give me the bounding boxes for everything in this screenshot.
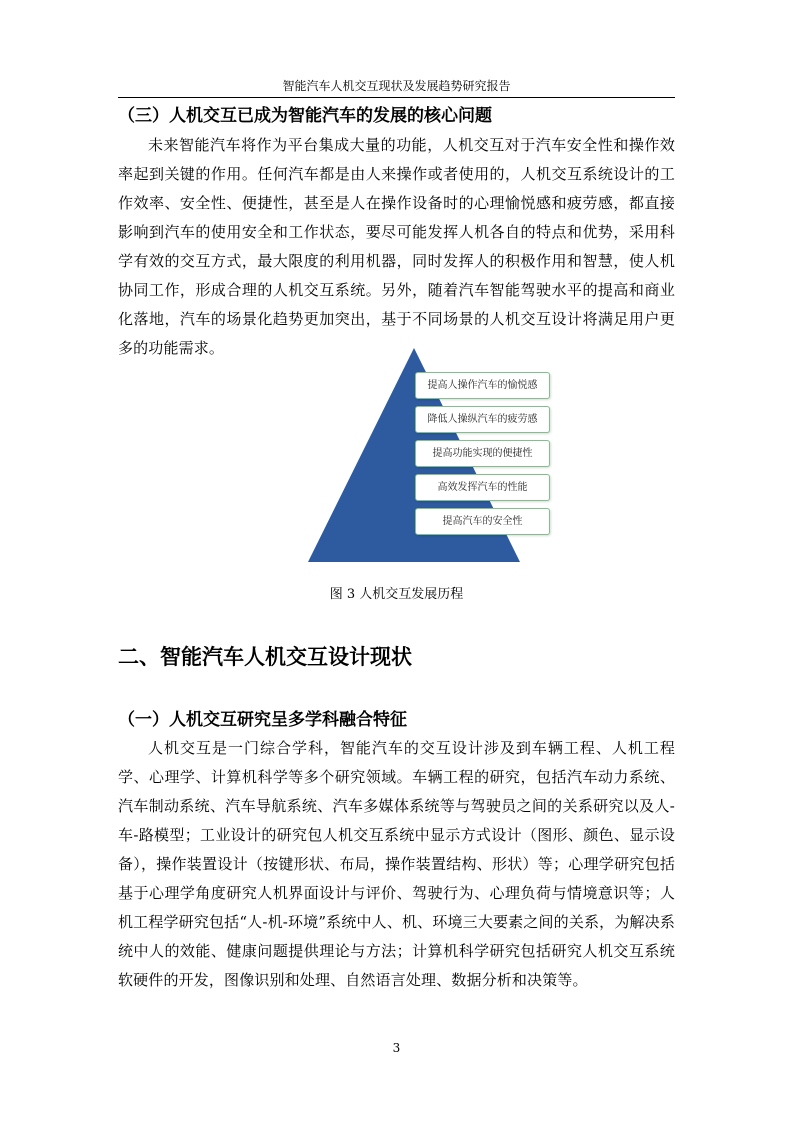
- chapter-2-heading: 二、智能汽车人机交互设计现状: [118, 645, 412, 669]
- pyramid-figure: [306, 346, 538, 564]
- pyramid-level-5: 提高汽车的安全性: [415, 508, 550, 535]
- section-3-paragraph: 未来智能汽车将作为平台集成大量的功能，人机交互对于汽车安全性和操作效率起到关键的作用。任何汽车都是由人来操作或者使用的，人机交互系统设计的工作效率、安全性、便捷性，甚至是人在操作设备时的心理愉悦感和疲劳感，都直接影响到汽车的使用安全和工作状态，要尽可能发挥人机各自的特点和优势，采用科学有效的交互方式，最大限度的利用机器，同时发挥人的积极作用和智慧，使人机协同工作，形成合理的人机交互系统。另外，随着汽车智能驾驶水平的提高和商业化落地，汽车的场景化趋势更加突出，基于不同场景的人机交互设计将满足用户更多的功能需求。: [118, 136, 675, 357]
- pyramid-level-4: 高效发挥汽车的性能: [415, 474, 550, 501]
- section-1-paragraph: 人机交互是一门综合学科，智能汽车的交互设计涉及到车辆工程、人机工程学、心理学、计算机科学等多个研究领域。车辆工程的研究，包括汽车动力系统、汽车制动系统、汽车导航系统、汽车多媒体系统等与驾驶员之间的关系研究以及人-车-路模型；工业设计的研究包人机交互系统中显示方式设计（图形、颜色、显示设备），操作装置设计（按键形状、布局，操作装置结构、形状）等；心理学研究包括基于心理学角度研究人机界面设计与评价、驾驶行为、心理负荷与情境意识等；人机工程学研究包括“人-机-环境”系统中人、机、环境三大要素之间的关系，为解决系统中人的效能、健康问题提供理论与方法；计算机科学研究包括研究人机交互系统软硬件的开发，图像识别和处理、自然语言处理、数据分析和决策等。: [118, 739, 675, 989]
- pyramid-level-1: 提高人操作汽车的愉悦感: [415, 372, 550, 399]
- pyramid-level-3: 提高功能实现的便捷性: [415, 440, 550, 467]
- page-number: 3: [392, 1041, 401, 1055]
- page-header: 智能汽车人机交互现状及发展趋势研究报告: [118, 78, 675, 98]
- section-1-heading: （一）人机交互研究呈多学科融合特征: [118, 710, 407, 730]
- figure-caption: 图 3 人机交互发展历程: [329, 587, 464, 602]
- section-3-heading: （三）人机交互已成为智能汽车的发展的核心问题: [118, 106, 492, 126]
- pyramid-level-2: 降低人操纵汽车的疲劳感: [415, 406, 550, 433]
